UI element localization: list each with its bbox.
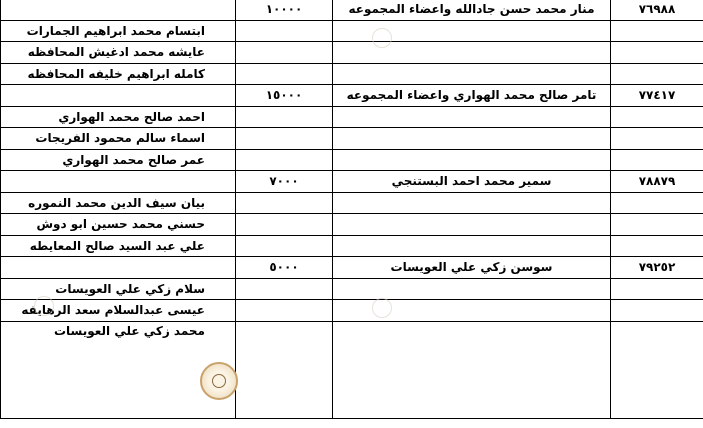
member-row <box>1 300 703 322</box>
group-number: ٧٦٩٨٨ <box>611 0 703 20</box>
member-name: علي عبد السيد صالح المعايطه <box>1 235 236 257</box>
member-name: حسني محمد حسين ابو دوش <box>1 214 236 236</box>
member-row <box>1 235 703 257</box>
group-amount: ١٥٠٠٠ <box>236 85 333 107</box>
watermark-seal-icon <box>372 28 392 48</box>
member-row <box>1 20 703 42</box>
member-name: كامله ابراهيم خليفه المحافظه <box>1 63 236 85</box>
member-name: ابتسام محمد ابراهيم الجمارات <box>1 20 236 42</box>
group-name: سوسن زكي علي العويسات <box>333 257 611 279</box>
blank-cell <box>1 0 236 20</box>
blank-cell <box>1 171 236 193</box>
group-row <box>1 0 703 20</box>
group-name: تامر صالح محمد الهواري واعضاء المجموعه <box>333 85 611 107</box>
member-row <box>1 321 703 418</box>
group-name: سمير محمد احمد البستنجي <box>333 171 611 193</box>
member-row <box>1 63 703 85</box>
member-row <box>1 192 703 214</box>
blank-cell <box>1 257 236 279</box>
member-name: عمر صالح محمد الهواري <box>1 149 236 171</box>
group-row <box>1 85 703 107</box>
group-amount: ١٠٠٠٠ <box>236 0 333 20</box>
member-row <box>1 278 703 300</box>
member-row <box>1 42 703 64</box>
group-number: ٧٩٢٥٢ <box>611 257 703 279</box>
member-name: سلام زكي علي العويسات <box>1 278 236 300</box>
seal-stamp-icon <box>200 362 238 400</box>
member-name: اسماء سالم محمود الفريجات <box>1 128 236 150</box>
watermark-seal-icon <box>372 298 392 318</box>
member-name: عايشه محمد ادغيش المحافظه <box>1 42 236 64</box>
group-number: ٧٨٨٧٩ <box>611 171 703 193</box>
member-row <box>1 214 703 236</box>
group-row <box>1 257 703 279</box>
watermark-seal-icon <box>34 296 54 316</box>
blank-cell <box>1 85 236 107</box>
group-row <box>1 171 703 193</box>
member-name: محمد زكي علي العويسات <box>1 321 236 418</box>
member-row <box>1 149 703 171</box>
member-row <box>1 106 703 128</box>
member-name: عيسى عبدالسلام سعد الرهايفه <box>1 300 236 322</box>
group-name: منار محمد حسن جادالله واعضاء المجموعه <box>333 0 611 20</box>
member-name: احمد صالح محمد الهواري <box>1 106 236 128</box>
group-number: ٧٧٤١٧ <box>611 85 703 107</box>
member-name: بيان سيف الدين محمد النموره <box>1 192 236 214</box>
member-row <box>1 128 703 150</box>
group-amount: ٥٠٠٠ <box>236 257 333 279</box>
group-amount: ٧٠٠٠ <box>236 171 333 193</box>
